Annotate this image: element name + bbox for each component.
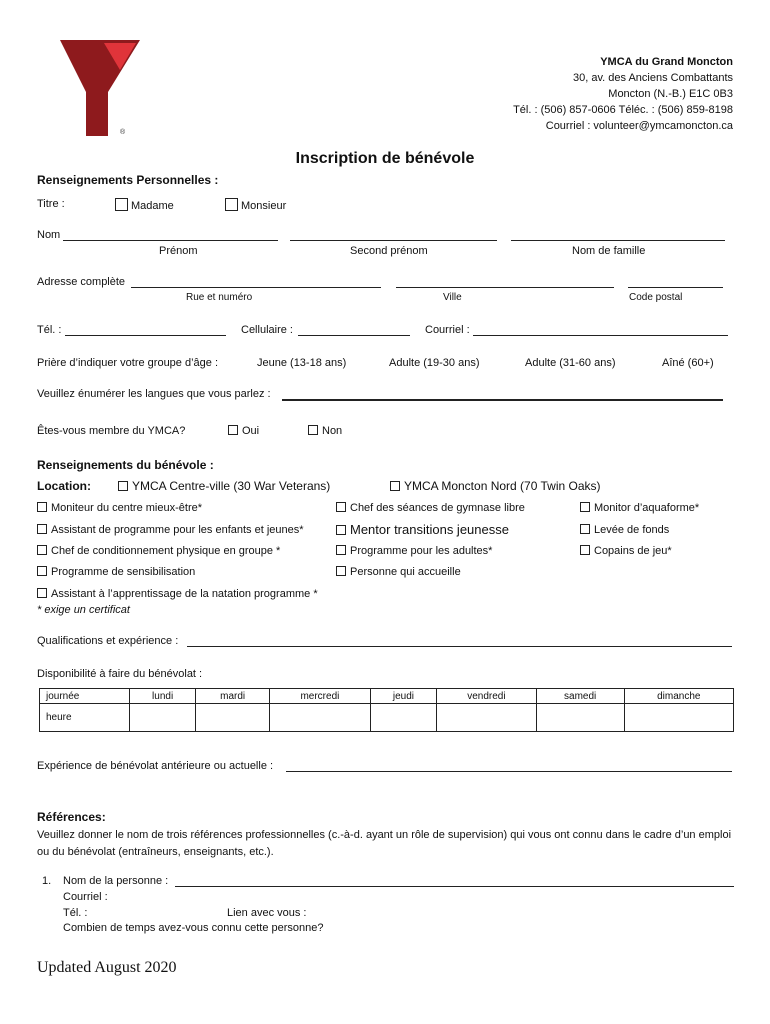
availability-table [39, 688, 734, 732]
courriel-field[interactable] [473, 335, 728, 336]
table-cell: mardi [196, 689, 270, 704]
role-checkbox[interactable] [580, 545, 590, 555]
rue-field[interactable] [131, 287, 381, 288]
role-item[interactable]: Chef de conditionnement physique en groupe * [37, 545, 280, 557]
role-item[interactable]: Mentor transitions jeunesse [336, 522, 509, 537]
role-checkbox[interactable] [580, 502, 590, 512]
moncton-nord-checkbox[interactable] [390, 481, 400, 491]
location-moncton-nord[interactable]: YMCA Moncton Nord (70 Twin Oaks) [390, 479, 601, 493]
table-cell: lundi [129, 689, 195, 704]
prenom-field[interactable] [63, 240, 278, 241]
role-item[interactable]: Programme pour les adultes* [336, 545, 492, 557]
oui-checkbox[interactable] [228, 425, 238, 435]
ville-caption: Ville [443, 292, 462, 303]
cellulaire-label: Cellulaire : [241, 324, 293, 336]
role-item[interactable]: Assistant de programme pour les enfants et jeunes* [37, 524, 304, 536]
prenom-caption: Prénom [159, 245, 198, 257]
table-cell: vendredi [437, 689, 537, 704]
phone-fax: Tél. : (506) 857-0606 Téléc. : (506) 859-8198 [513, 104, 733, 116]
nom-famille-caption: Nom de famille [572, 245, 646, 257]
role-checkbox[interactable] [37, 545, 47, 555]
table-input-cell[interactable] [624, 704, 733, 732]
table-input-cell[interactable] [129, 704, 195, 732]
second-prenom-field[interactable] [290, 240, 497, 241]
code-postal-field[interactable] [628, 287, 723, 288]
age-prompt: Prière d’indiquer votre groupe d’âge : [37, 357, 219, 369]
nom-famille-field[interactable] [511, 240, 725, 241]
madame-checkbox[interactable] [115, 198, 128, 211]
centre-ville-checkbox[interactable] [118, 481, 128, 491]
table-cell: heure [40, 704, 130, 732]
qualifications-field[interactable] [187, 646, 732, 647]
qualifications-label: Qualifications et expérience : [37, 635, 179, 647]
role-item[interactable]: Copains de jeu* [580, 545, 672, 557]
courriel-label: Courriel : [425, 324, 470, 336]
non-checkbox[interactable] [308, 425, 318, 435]
table-row [40, 689, 734, 704]
role-checkbox[interactable] [37, 502, 47, 512]
references-intro: Veuillez donner le nom de trois références professionnelles (c.-à-d. ayant un rôle de supervision) qui vous ont connu dans le cadre d’un emploi ou du bénévolat (entraîneurs, enseignants, etc.). [37, 829, 732, 858]
personal-heading: Renseignements Personnelles : [37, 173, 219, 187]
monsieur-option[interactable]: Monsieur [225, 198, 286, 212]
role-item[interactable]: Monitor d’aquaforme* [580, 502, 699, 514]
table-cell: jeudi [370, 689, 436, 704]
age-option-adulte-31-60[interactable]: Adulte (31-60 ans) [525, 357, 616, 369]
monsieur-checkbox[interactable] [225, 198, 238, 211]
role-checkbox[interactable] [336, 502, 346, 512]
table-cell: journée [40, 689, 130, 704]
org-address [513, 54, 733, 134]
table-cell: mercredi [270, 689, 371, 704]
age-option-jeune[interactable]: Jeune (13-18 ans) [257, 357, 347, 369]
tel-label: Tél. : [37, 324, 62, 336]
reference-number: 1. [42, 875, 52, 887]
cellulaire-field[interactable] [298, 335, 410, 336]
membre-oui-option[interactable]: Oui [228, 425, 259, 437]
role-checkbox[interactable] [336, 525, 346, 535]
reference-lien-label: Lien avec vous : [227, 907, 307, 919]
age-option-adulte-19-30[interactable]: Adulte (19-30 ans) [389, 357, 480, 369]
experience-field[interactable] [286, 771, 732, 772]
code-postal-caption: Code postal [629, 292, 683, 303]
references-heading: Références: [37, 810, 106, 824]
role-checkbox[interactable] [37, 524, 47, 534]
ymca-logo [60, 40, 142, 138]
role-checkbox[interactable] [336, 566, 346, 576]
form-title: Inscription de bénévole [295, 150, 475, 167]
address-line-1: 30, av. des Anciens Combattants [573, 72, 733, 84]
adresse-label: Adresse complète [37, 276, 126, 288]
table-cell: dimanche [624, 689, 733, 704]
role-checkbox[interactable] [580, 524, 590, 534]
table-cell: samedi [536, 689, 624, 704]
org-name: YMCA du Grand Moncton [600, 56, 733, 68]
volunteer-heading: Renseignements du bénévole : [37, 458, 214, 472]
table-input-cell[interactable] [196, 704, 270, 732]
cert-note: * exige un certificat [37, 604, 130, 616]
table-input-cell[interactable] [270, 704, 371, 732]
experience-label: Expérience de bénévolat antérieure ou actuelle : [37, 760, 274, 772]
role-item[interactable]: Personne qui accueille [336, 566, 461, 578]
reference-courriel-label: Courriel : [63, 891, 108, 903]
rue-caption: Rue et numéro [186, 292, 253, 303]
table-input-cell[interactable] [536, 704, 624, 732]
langues-field[interactable] [282, 399, 723, 401]
table-row [40, 704, 734, 732]
second-prenom-caption: Second prénom [350, 245, 428, 257]
location-centre-ville[interactable]: YMCA Centre-ville (30 War Veterans) [118, 479, 330, 493]
role-item[interactable]: Moniteur du centre mieux-être* [37, 502, 202, 514]
org-email: Courriel : volunteer@ymcamoncton.ca [545, 120, 733, 132]
membre-label: Êtes-vous membre du YMCA? [37, 425, 186, 437]
role-item[interactable]: Chef des séances de gymnase libre [336, 502, 525, 514]
location-label: Location: [37, 479, 91, 493]
footer-updated: Updated August 2020 [37, 959, 177, 976]
address-line-2: Moncton (N.-B.) E1C 0B3 [608, 88, 733, 100]
reference-tel-label: Tél. : [63, 907, 88, 919]
membre-non-option[interactable]: Non [308, 425, 342, 437]
nom-label: Nom [37, 229, 61, 241]
role-item[interactable]: Levée de fonds [580, 524, 669, 536]
reference-nom-field[interactable] [175, 886, 734, 887]
ville-field[interactable] [396, 287, 614, 288]
dispo-label: Disponibilité à faire du bénévolat : [37, 668, 203, 680]
role-checkbox[interactable] [37, 588, 47, 598]
table-input-cell[interactable] [370, 704, 436, 732]
role-item[interactable]: Programme de sensibilisation [37, 566, 195, 578]
role-item[interactable]: Assistant à l’apprentissage de la natation programme * [37, 588, 318, 600]
table-input-cell[interactable] [437, 704, 537, 732]
registered-mark: ® [120, 129, 126, 136]
role-checkbox[interactable] [336, 545, 346, 555]
tel-field[interactable] [65, 335, 226, 336]
reference-combien-label: Combien de temps avez-vous connu cette personne? [63, 922, 324, 934]
madame-option[interactable]: Madame [115, 198, 174, 212]
age-option-aine[interactable]: Aîné (60+) [662, 357, 714, 369]
titre-label: Titre : [37, 198, 65, 210]
role-checkbox[interactable] [37, 566, 47, 576]
langues-label: Veuillez énumérer les langues que vous parlez : [37, 388, 271, 400]
reference-nom-label: Nom de la personne : [63, 875, 169, 887]
